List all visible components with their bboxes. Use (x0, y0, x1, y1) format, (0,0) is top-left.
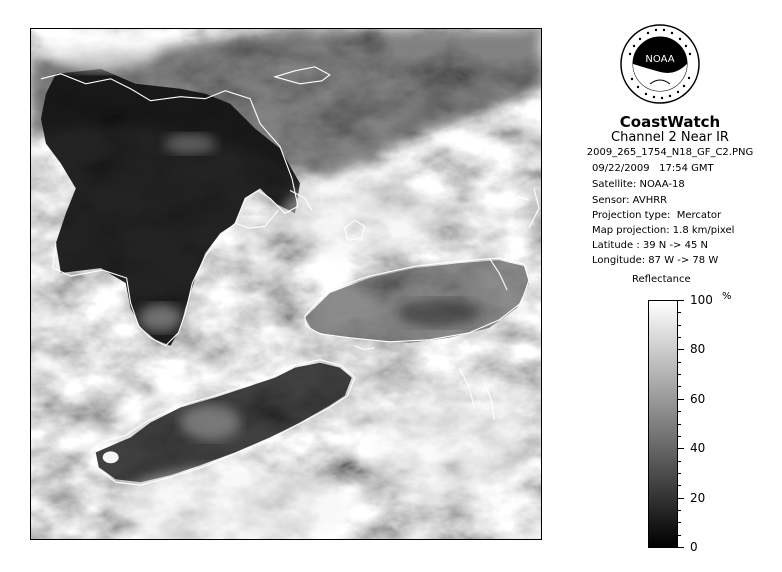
projection-type-label: Projection type: Mercator (592, 210, 722, 221)
product-title: CoastWatch (619, 113, 721, 131)
logo-text: NOAA (645, 54, 675, 65)
sensor-label: Sensor: AVHRR (592, 195, 668, 206)
colorbar-tick (678, 498, 684, 499)
colorbar-minor-tick (678, 424, 681, 425)
cloud-patch (370, 388, 529, 508)
colorbar-tick (678, 448, 684, 449)
colorbar-tick-label: 80 (690, 342, 706, 357)
reflectance-colorbar (648, 300, 678, 548)
satellite-label: Satellite: NOAA-18 (592, 179, 685, 190)
satellite-map (31, 29, 541, 539)
colorbar-minor-tick (678, 411, 681, 412)
longitude-range-label: Longitude: 87 W -> 78 W (592, 255, 719, 266)
latitude-range-label: Latitude : 39 N -> 45 N (592, 240, 708, 251)
acquisition-datetime: 09/22/2009 17:54 GMT (592, 163, 714, 174)
colorbar-minor-tick (678, 510, 681, 511)
colorbar-minor-tick (678, 522, 681, 523)
channel-subtitle: Channel 2 Near IR (611, 130, 729, 145)
colorbar-minor-tick (678, 436, 681, 437)
noaa-logo (620, 24, 700, 104)
cloud-patch (164, 134, 216, 154)
colorbar-tick-label: 0 (690, 540, 698, 554)
colorbar-minor-tick (678, 374, 681, 375)
satellite-image (30, 28, 542, 540)
legend-title: Reflectance (632, 274, 691, 285)
water-dark-patch (400, 299, 480, 327)
legend-unit: % (722, 291, 732, 302)
cloud-patch (41, 29, 161, 71)
colorbar-minor-tick (678, 473, 681, 474)
colorbar-tick-label: 40 (690, 441, 706, 456)
colorbar-minor-tick (678, 312, 681, 313)
colorbar-minor-tick (678, 386, 681, 387)
colorbar-minor-tick (678, 461, 681, 462)
colorbar-tick-label: 100 (690, 293, 713, 307)
colorbar-tick (678, 349, 684, 350)
bright-spot (103, 451, 119, 463)
colorbar-tick-label: 60 (690, 391, 706, 406)
cloud-patch (139, 304, 183, 332)
cloud-patch (180, 405, 240, 441)
colorbar-minor-tick (678, 485, 681, 486)
colorbar-tick-label: 20 (690, 490, 706, 505)
colorbar-minor-tick (678, 362, 681, 363)
image-filename: 2009_265_1754_N18_GF_C2.PNG (586, 147, 754, 158)
colorbar-minor-tick (678, 337, 681, 338)
colorbar-minor-tick (678, 535, 681, 536)
colorbar-tick (678, 547, 684, 548)
cloud-patch (280, 178, 439, 258)
colorbar-minor-tick (678, 325, 681, 326)
map-projection-label: Map projection: 1.8 km/pixel (592, 225, 735, 236)
colorbar-tick (678, 300, 684, 301)
colorbar-tick (678, 399, 684, 400)
